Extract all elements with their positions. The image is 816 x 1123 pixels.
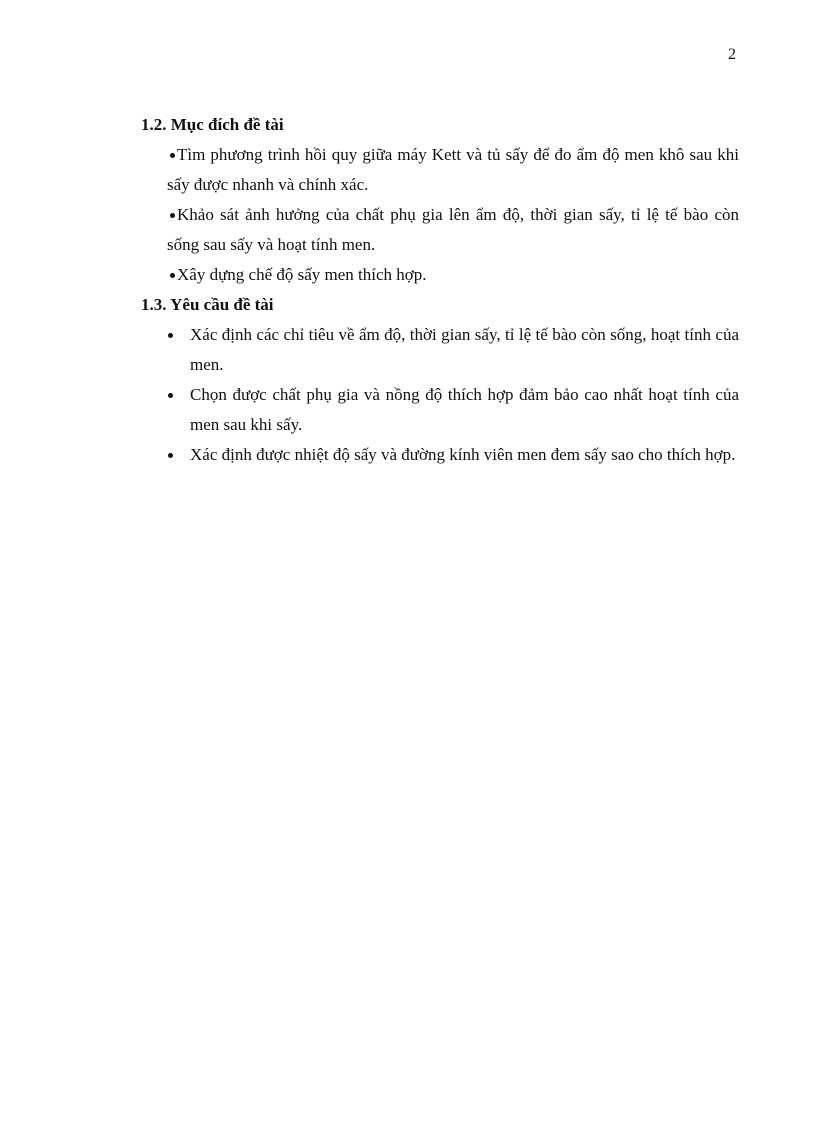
- bullet-icon: [167, 140, 177, 170]
- list-item-text: Xây dựng chế độ sấy men thích hợp.: [177, 265, 427, 284]
- list-item-text: Xác định được nhiệt độ sấy và đường kính viên men đem sấy sao cho thích hợp.: [190, 445, 736, 464]
- list-item: [141, 380, 739, 440]
- list-item-text: Tìm phương trình hồi quy giữa máy Kett và tủ sấy để đo ẩm độ men khô sau khi sấy được nhanh và chính xác.: [167, 145, 739, 194]
- bullet-icon: [167, 260, 177, 290]
- bullet-icon: [165, 440, 175, 470]
- document-body: [141, 110, 739, 470]
- list-item-text: Chọn được chất phụ gia và nồng độ thích hợp đảm bảo cao nhất hoạt tính của men sau khi sấy.: [190, 385, 739, 434]
- list-item: [141, 260, 739, 290]
- purpose-list: [141, 140, 739, 290]
- list-item: [141, 140, 739, 200]
- list-item: [141, 320, 739, 380]
- page-number: 2: [728, 46, 736, 63]
- list-item-text: Xác định các chỉ tiêu về ẩm độ, thời gian sấy, tỉ lệ tế bào còn sống, hoạt tính của men.: [190, 325, 739, 374]
- section-heading-purpose: 1.2. Mục đích đề tài: [141, 115, 284, 134]
- list-item: [141, 440, 739, 470]
- list-item-text: Khảo sát ảnh hưởng của chất phụ gia lên ẩm độ, thời gian sấy, tỉ lệ tế bào còn sống sau sấy và hoạt tính men.: [167, 205, 739, 254]
- bullet-icon: [165, 320, 175, 350]
- bullet-icon: [167, 200, 177, 230]
- section-heading-requirements: 1.3. Yêu cầu đề tài: [141, 295, 274, 314]
- list-item: [141, 200, 739, 260]
- bullet-icon: [165, 380, 175, 410]
- requirements-list: [141, 320, 739, 470]
